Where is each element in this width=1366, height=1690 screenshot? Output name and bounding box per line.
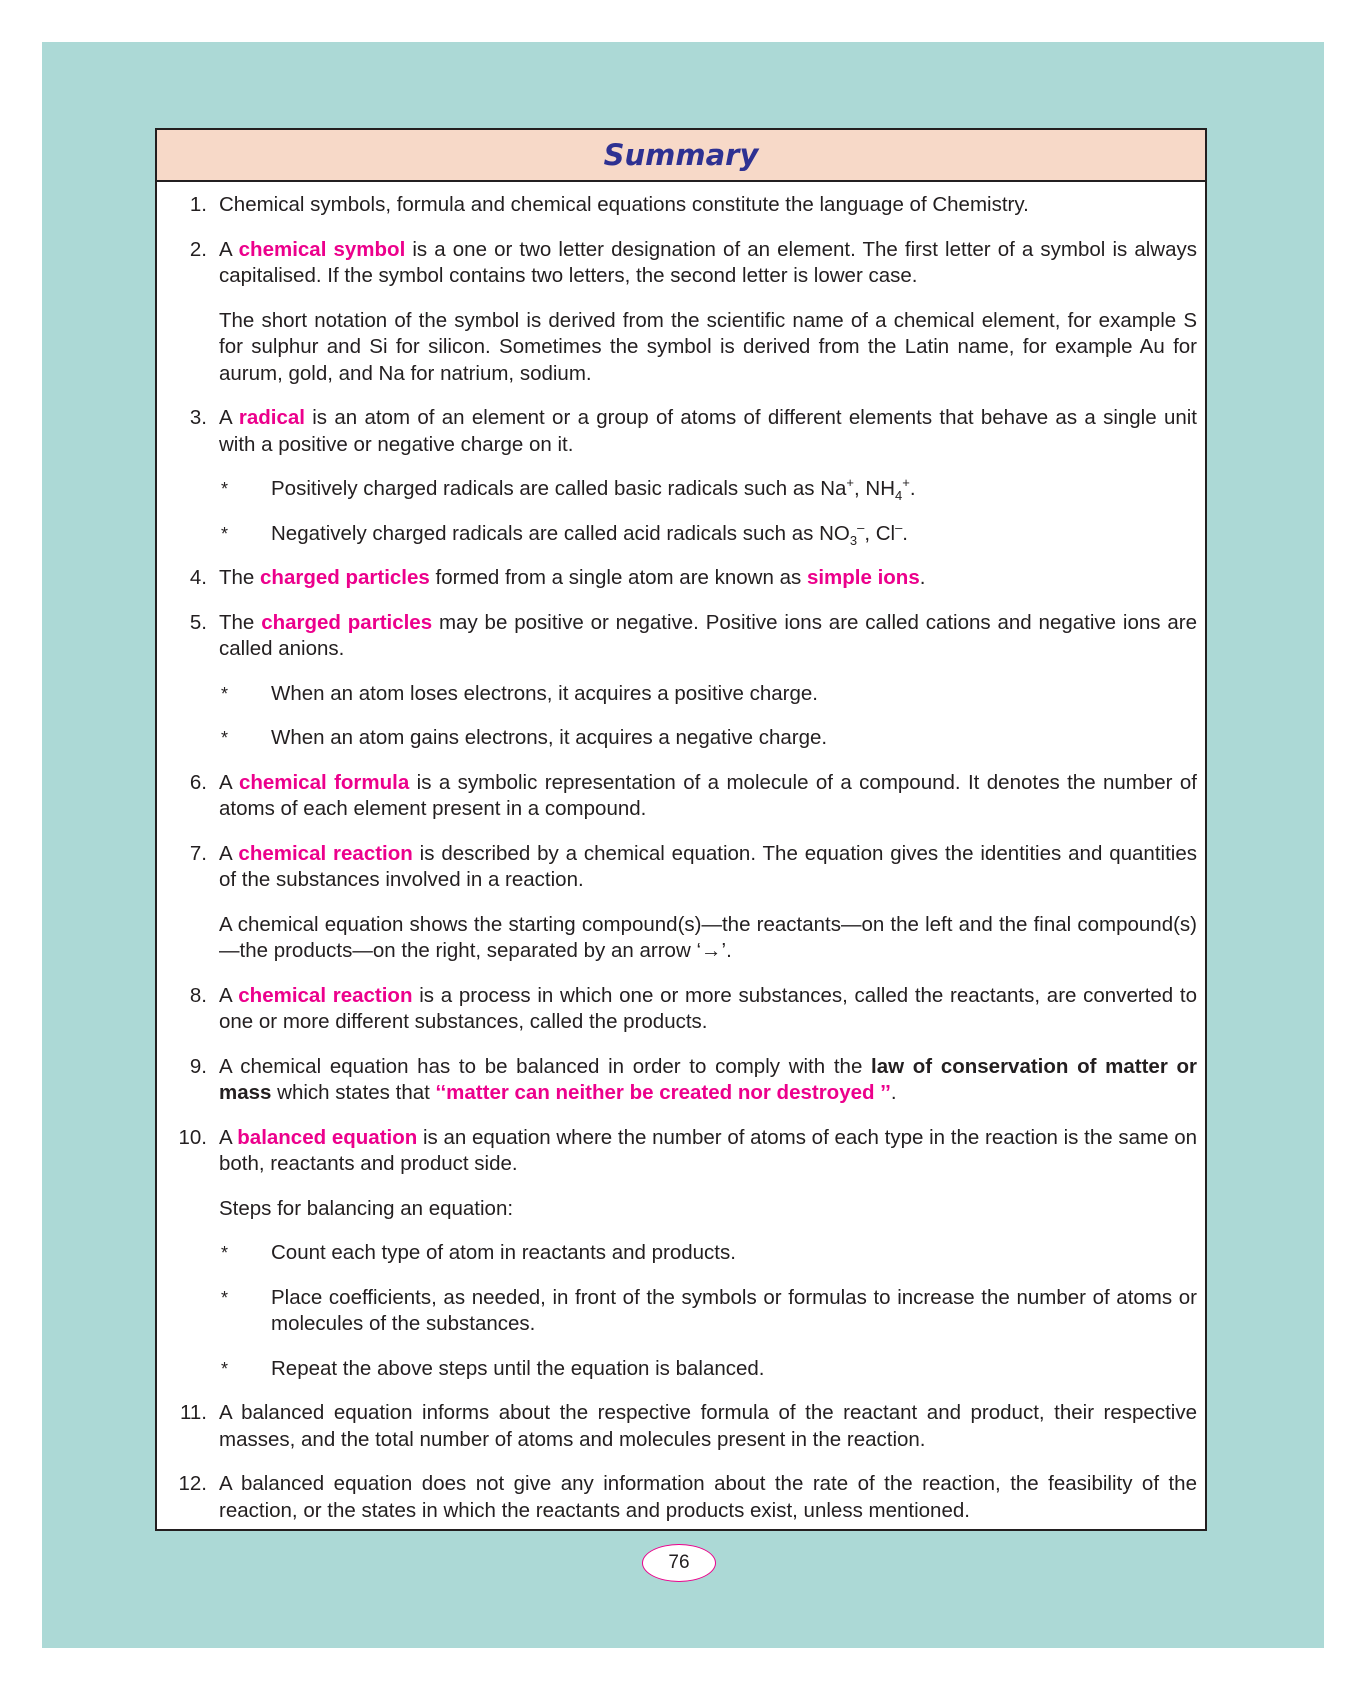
item-text: A balanced equation does not give any information about the rate of the reaction, the feasibility of the reaction, or the states in which the reactants and products exist, unless mentioned. [219, 1472, 1197, 1522]
bullet-star-icon: * [221, 1243, 229, 1263]
bullet-item [219, 1356, 1197, 1383]
bold-term: law of conservation of matter or mass [219, 1054, 1197, 1104]
item-text: A chemical equation shows the starting compound(s)—the reactants—on the left and the final compound(s)—the products—on the right, separated by an arrow ‘→’. [219, 912, 1197, 962]
bullet-text: Place coefficients, as needed, in front of the symbols or formulas to increase the number of atoms or molecules of the substances. [271, 1285, 1197, 1335]
highlight-term: chemical reaction [238, 841, 413, 865]
list-item [157, 1400, 1197, 1453]
list-item [157, 237, 1197, 388]
item-text: The charged particles may be positive or negative. Positive ions are called cations and negative ions are called anions. [219, 610, 1198, 660]
list-item [157, 983, 1197, 1036]
item-text: A chemical equation has to be balanced in order to comply with the law of conservation of matter or mass which states that ‘‘matter can neither be created nor destroyed ’’. [219, 1054, 1197, 1104]
list-item [157, 841, 1197, 965]
highlight-term: charged particles [261, 610, 433, 634]
item-number: 9. [189, 1054, 207, 1078]
bullet-star-icon: * [221, 1358, 229, 1379]
bullet-item [219, 476, 1197, 503]
bullet-text: Negatively charged radicals are called acid radicals such as $NO_3^-$, Cl–. [271, 519, 908, 548]
bullet-item [219, 521, 1197, 548]
bullet-item [219, 1240, 1197, 1267]
bullet-item [219, 681, 1197, 708]
bullet-item [219, 1285, 1197, 1338]
item-number: 8. [189, 983, 207, 1007]
bullet-star-icon: * [221, 728, 229, 748]
bullet-text: Positively charged radicals are called basic radicals such as Na+, $NH_4^+$. [271, 475, 916, 504]
item-text: The charged particles formed from a single atom are known as simple ions. [219, 566, 926, 589]
bullet-item [219, 725, 1197, 752]
highlight-term: chemical reaction [238, 983, 413, 1007]
highlight-term: radical [238, 406, 305, 429]
highlight-quote: ‘‘matter can neither be created nor destroyed ’’ [435, 1081, 891, 1104]
item-number: 10. [178, 1125, 207, 1149]
list-item [157, 610, 1197, 752]
list-item [157, 565, 1197, 592]
highlight-term: chemical formula [238, 770, 410, 794]
item-text: A balanced equation informs about the respective formula of the reactant and product, their respective masses, and the total number of atoms and molecules present in the reaction. [219, 1401, 1197, 1451]
item-text: A chemical symbol is a one or two letter designation of an element. The first letter of a symbol is always capitalised. If the symbol contains two letters, the second letter is lower case. [219, 237, 1198, 287]
highlight-term: balanced equation [237, 1125, 418, 1149]
item-number: 4. [189, 566, 207, 589]
list-item [157, 1054, 1197, 1107]
bullet-star-icon: * [221, 683, 229, 704]
bullet-text: Repeat the above steps until the equation is balanced. [271, 1356, 765, 1380]
summary-list [157, 182, 1205, 1524]
item-text: Steps for balancing an equation: [219, 1196, 514, 1220]
item-number: 3. [189, 406, 207, 429]
item-number: 1. [189, 193, 207, 216]
list-item [157, 405, 1197, 547]
list-item [157, 192, 1197, 219]
bullet-star-icon: * [221, 1287, 229, 1308]
item-number: 7. [189, 841, 207, 865]
highlight-term: chemical symbol [238, 237, 406, 261]
summary-title: Summary [157, 130, 1205, 182]
list-item [157, 1471, 1197, 1524]
list-item [157, 1125, 1197, 1383]
highlight-term: charged particles [260, 566, 430, 589]
item-text: The short notation of the symbol is derived from the scientific name of a chemical element, for example S for sulphur and Si for silicon. Sometimes the symbol is derived from the Latin name, for example Au for aurum, gold, and Na for natrium, sodium. [219, 308, 1197, 385]
item-number: 6. [189, 770, 207, 794]
item-number: 11. [180, 1401, 207, 1424]
item-text: A radical is an atom of an element or a group of atoms of different elements that behave as a single unit with a positive or negative charge on it. [219, 406, 1197, 456]
bullet-text: When an atom gains electrons, it acquires a negative charge. [271, 726, 828, 749]
page-number: 76 [642, 1544, 716, 1582]
bullet-text: When an atom loses electrons, it acquires a positive charge. [271, 681, 818, 705]
bullet-text: Count each type of atom in reactants and products. [271, 1241, 736, 1264]
item-number: 2. [189, 237, 207, 261]
bullet-star-icon: * [221, 479, 229, 499]
bullet-star-icon: * [221, 523, 229, 544]
item-number: 12. [178, 1472, 207, 1495]
highlight-term: simple ions [806, 566, 920, 589]
item-number: 5. [189, 610, 207, 634]
item-text: A chemical reaction is a process in which one or more substances, called the reactants, are converted to one or more different substances, called the products. [219, 983, 1197, 1033]
item-text: A balanced equation is an equation where the number of atoms of each type in the reaction is the same on both, reactants and product side. [219, 1125, 1197, 1175]
item-text: A chemical formula is a symbolic representation of a molecule of a compound. It denotes the number of atoms of each element present in a compound. [219, 770, 1197, 820]
item-text: A chemical reaction is described by a chemical equation. The equation gives the identities and quantities of the substances involved in a reaction. [219, 841, 1197, 891]
summary-box [155, 128, 1207, 1531]
item-text: Chemical symbols, formula and chemical equations constitute the language of Chemistry. [219, 193, 1029, 216]
list-item [157, 770, 1197, 823]
